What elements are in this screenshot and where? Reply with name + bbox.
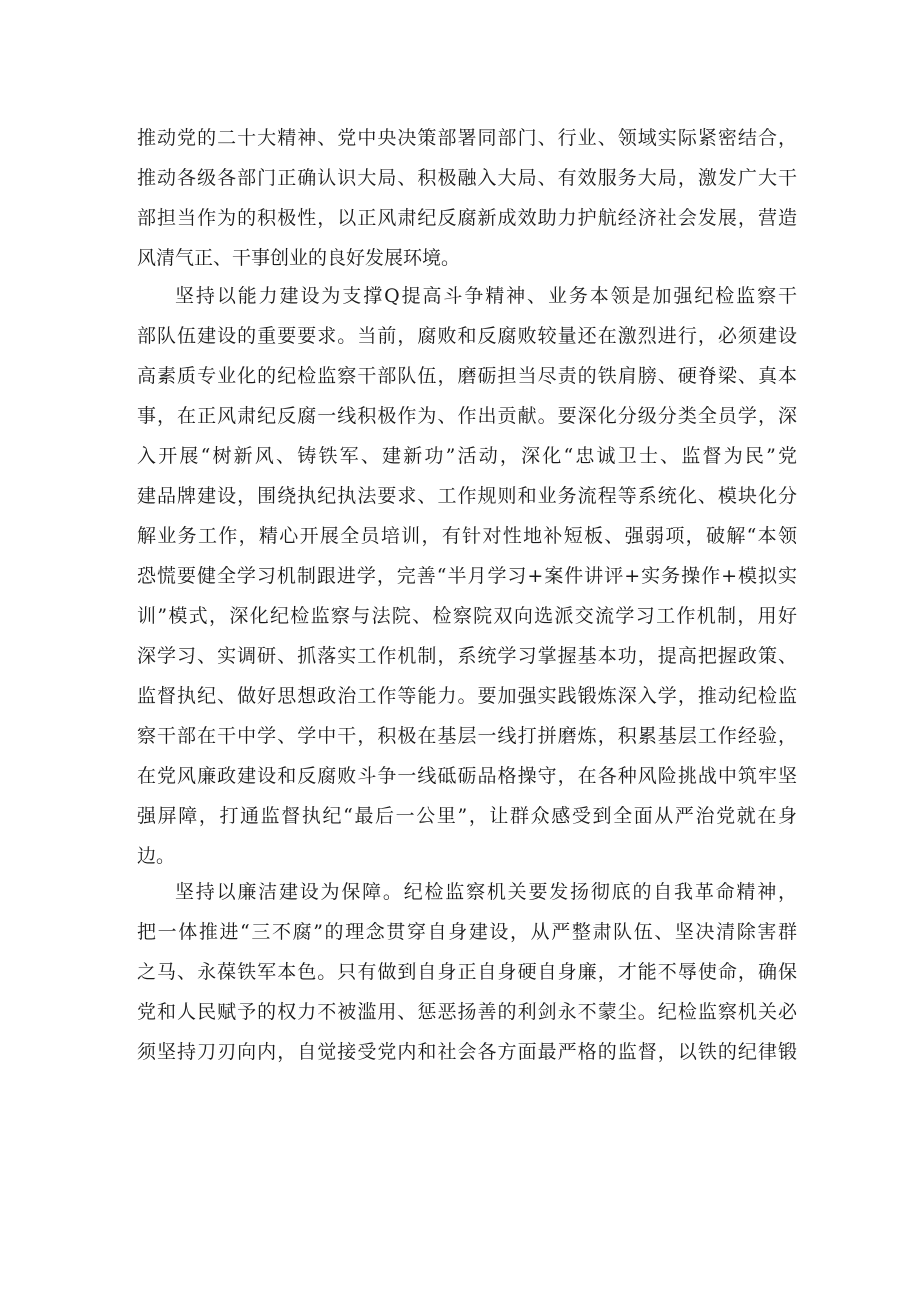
text-line: 高素质专业化的纪检监察干部队伍，磨砺担当尽责的铁肩膀、硬脊梁、真本 — [137, 365, 797, 387]
text-line: 监督执纪、做好思想政治工作等能力。要加强实践锻炼深入学，推动纪检监 — [137, 685, 797, 707]
text-line: 坚持以廉洁建设为保障。纪检监察机关要发扬彻底的自我革命精神， — [175, 881, 797, 903]
paragraph-continuation — [137, 118, 797, 278]
text-line: 在党风廉政建设和反腐败斗争一线砥砺品格操守，在各种风险挑战中筑牢坚 — [137, 765, 797, 787]
text-line: 恐慌要健全学习机制跟进学，完善“半月学习+案件讲评+实务操作+模拟实 — [137, 565, 797, 587]
text-line: 把一体推进“三不腐”的理念贯穿自身建设，从严整肃队伍、坚决清除害群 — [137, 921, 797, 943]
text-line: 须坚持刀刃向内，自觉接受党内和社会各方面最严格的监督，以铁的纪律锻 — [137, 1041, 797, 1063]
paragraph-integrity-building — [137, 872, 797, 1072]
text-line: 风清气正、干事创业的良好发展环境。 — [137, 247, 461, 269]
text-line: 部队伍建设的重要要求。当前，腐败和反腐败较量还在激烈进行，必须建设 — [137, 325, 797, 347]
text-line: 边。 — [137, 845, 176, 867]
text-line: 推动党的二十大精神、党中央决策部署同部门、行业、领域实际紧密结合， — [137, 127, 797, 149]
text-line: 推动各级各部门正确认识大局、积极融入大局、有效服务大局，激发广大干 — [137, 167, 797, 189]
text-line: 党和人民赋予的权力不被滥用、惩恶扬善的利剑永不蒙尘。纪检监察机关必 — [137, 1001, 797, 1023]
text-line: 深学习、实调研、抓落实工作机制，系统学习掌握基本功，提高把握政策、 — [137, 645, 797, 667]
text-line: 事，在正风肃纪反腐一线积极作为、作出贡献。要深化分级分类全员学，深 — [137, 405, 797, 427]
text-line: 解业务工作，精心开展全员培训，有针对性地补短板、强弱项，破解“本领 — [137, 525, 797, 547]
text-line: 部担当作为的积极性，以正风肃纪反腐新成效助力护航经济社会发展，营造 — [137, 207, 797, 229]
text-line: 之马、永葆铁军本色。只有做到自身正自身硬自身廉，才能不辱使命，确保 — [137, 961, 797, 983]
text-line: 强屏障，打通监督执纪“最后一公里”，让群众感受到全面从严治党就在身 — [137, 805, 797, 827]
text-line: 察干部在干中学、学中干，积极在基层一线打拼磨炼，积累基层工作经验， — [137, 725, 797, 747]
text-line: 入开展“树新风、铸铁军、建新功”活动，深化“忠诚卫士、监督为民”党 — [137, 445, 797, 467]
text-line: 建品牌建设，围绕执纪执法要求、工作规则和业务流程等系统化、模块化分 — [137, 485, 797, 507]
text-line: 坚持以能力建设为支撑Q提高斗争精神、业务本领是加强纪检监察干 — [175, 285, 797, 307]
paragraph-ability-building — [137, 276, 797, 876]
text-line: 训”模式，深化纪检监察与法院、检察院双向选派交流学习工作机制，用好 — [137, 605, 797, 627]
